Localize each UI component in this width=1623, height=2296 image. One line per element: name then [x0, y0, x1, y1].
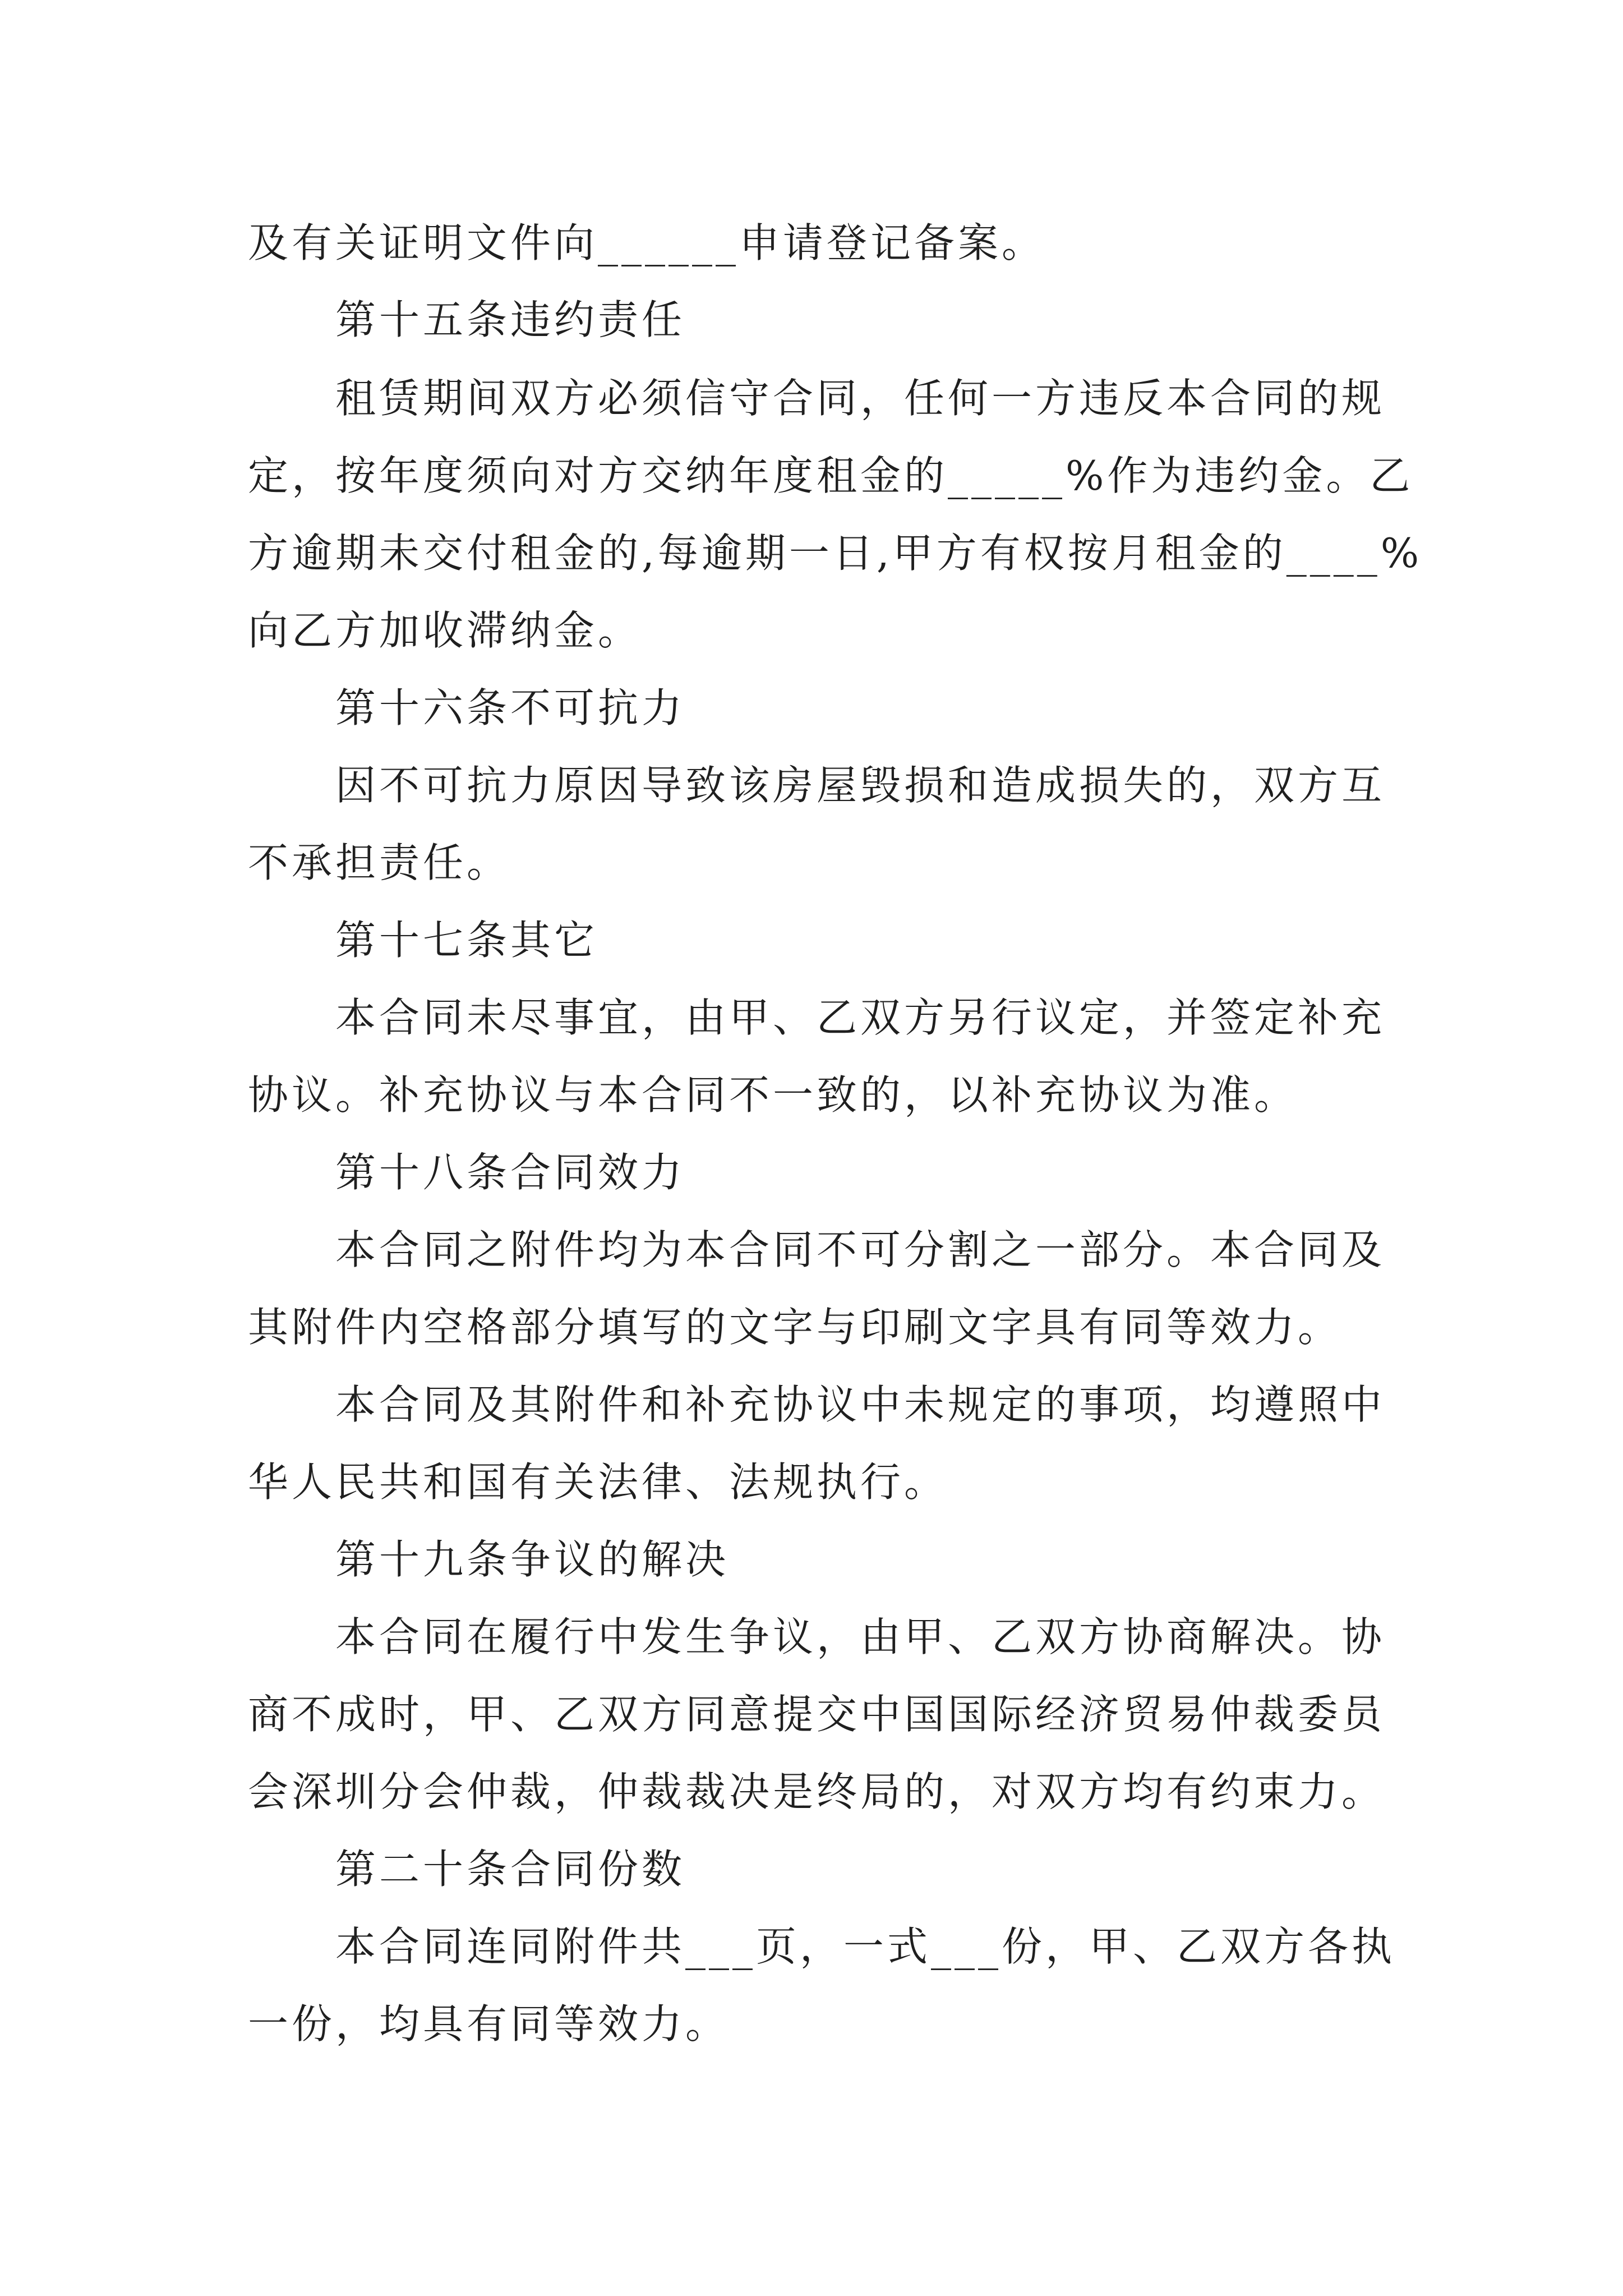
- text-line: 因不可抗力原因导致该房屋毁损和造成损失的，双方互: [335, 762, 1386, 809]
- text-line: 本合同及其附件和补充协议中未规定的事项，均遵照中: [335, 1381, 1386, 1428]
- text-line: 及有关证明文件向______申请登记备案。: [248, 219, 1046, 266]
- text-line: 方逾期未交付租金的,每逾期一日,甲方有权按月租金的____%: [248, 530, 1423, 577]
- text-line: 一份，均具有同等效力。: [248, 2000, 730, 2047]
- article-heading: 第十六条不可抗力: [335, 684, 686, 731]
- article-heading: 第十九条争议的解决: [335, 1536, 730, 1583]
- text-line: 租赁期间双方必须信守合同，任何一方违反本合同的规: [335, 375, 1386, 422]
- text-line: 本合同在履行中发生争议，由甲、乙双方协商解决。协: [335, 1613, 1386, 1660]
- text-line: 本合同之附件均为本合同不可分割之一部分。本合同及: [335, 1226, 1386, 1273]
- article-heading: 第二十条合同份数: [335, 1846, 686, 1893]
- text-line: 本合同连同附件共___页，一式___份，甲、乙双方各执: [335, 1923, 1396, 1970]
- text-line: 华人民共和国有关法律、法规执行。: [248, 1458, 948, 1506]
- text-line: 定，按年度须向对方交纳年度租金的_____%作为违约金。乙: [248, 452, 1414, 499]
- text-line: 其附件内空格部分填写的文字与印刷文字具有同等效力。: [248, 1304, 1342, 1351]
- text-line: 会深圳分会仲裁，仲裁裁决是终局的，对双方均有约束力。: [248, 1768, 1386, 1815]
- text-line: 商不成时，甲、乙双方同意提交中国国际经济贸易仲裁委员: [248, 1691, 1386, 1738]
- text-line: 本合同未尽事宜，由甲、乙双方另行议定，并签定补充: [335, 994, 1386, 1041]
- text-line: 不承担责任。: [248, 839, 511, 886]
- article-heading: 第十七条其它: [335, 917, 598, 964]
- article-heading: 第十八条合同效力: [335, 1149, 686, 1196]
- text-line: 向乙方加收滞纳金。: [248, 607, 642, 654]
- article-heading: 第十五条违约责任: [335, 296, 686, 343]
- text-line: 协议。补充协议与本合同不一致的，以补充协议为准。: [248, 1071, 1298, 1119]
